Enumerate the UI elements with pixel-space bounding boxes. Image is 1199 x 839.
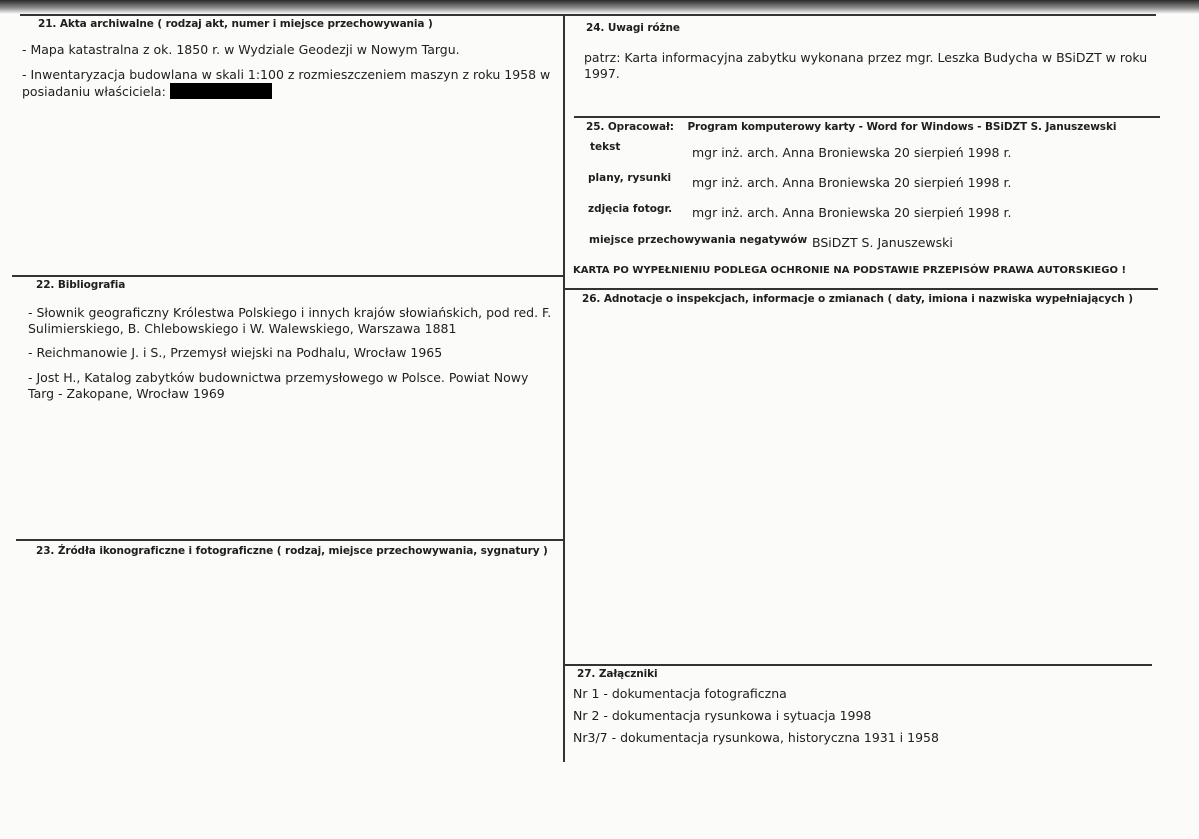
center-divider: [563, 14, 565, 762]
section-25-heading: [586, 121, 1116, 133]
archive-item-1: - Mapa katastralna z ok. 1850 r. w Wydziale Geodezji w Nowym Targu.: [22, 42, 460, 57]
row-value-photos: mgr inż. arch. Anna Broniewska 20 sierpień 1998 r.: [692, 205, 1012, 220]
copyright-note: KARTA PO WYPEŁNIENIU PODLEGA OCHRONIE NA PODSTAWIE PRZEPISÓW PRAWA AUTORSKIEGO !: [573, 265, 1127, 276]
attachment-item-1: Nr 1 - dokumentacja fotograficzna: [573, 686, 787, 701]
archive-item-2-text: - Inwentaryzacja budowlana w skali 1:100 z rozmieszczeniem maszyn z roku 1958 w posiadaniu właściciela:: [22, 67, 551, 99]
row-value-text: mgr inż. arch. Anna Broniewska 20 sierpień 1998 r.: [692, 145, 1012, 160]
negatives-value: BSiDZT S. Januszewski: [812, 235, 953, 250]
divider-26-27: [564, 664, 1152, 666]
attachment-item-3: Nr3/7 - dokumentacja rysunkowa, historyczna 1931 i 1958: [573, 730, 939, 745]
row-label-text: tekst: [590, 141, 621, 153]
divider-21-22: [12, 275, 564, 277]
section-24-heading: 24. Uwagi różne: [586, 22, 680, 34]
divider-24-25: [574, 116, 1160, 118]
section-22-heading: 22. Bibliografia: [36, 279, 126, 291]
bibliography-item-3: - Jost H., Katalog zabytków budownictwa przemysłowego w Polsce. Powiat Nowy Targ - Zakopane, Wrocław 1969: [28, 370, 529, 401]
row-value-plans: mgr inż. arch. Anna Broniewska 20 sierpień 1998 r.: [692, 175, 1012, 190]
remarks-text: patrz: Karta informacyjna zabytku wykonana przez mgr. Leszka Budycha w BSiDZT w roku 1997.: [584, 50, 1148, 81]
divider-25-26: [564, 288, 1158, 290]
archive-item-2: [22, 67, 562, 100]
page-top-edge: [0, 0, 1199, 14]
prepared-by-label: 25. Opracował:: [586, 121, 674, 133]
row-label-plans: plany, rysunki: [588, 172, 672, 184]
negatives-label: miejsce przechowywania negatywów: [589, 234, 808, 246]
bibliography-item-2: - Reichmanowie J. i S., Przemysł wiejski na Podhalu, Wrocław 1965: [28, 345, 443, 360]
section-23-heading: 23. Źródła ikonograficzne i fotograficzne ( rodzaj, miejsce przechowywania, sygnatury ): [36, 545, 548, 557]
section-26-heading: 26. Adnotacje o inspekcjach, informacje o zmianach ( daty, imiona i nazwiska wypełniających ): [582, 293, 1133, 305]
bibliography-item-1: - Słownik geograficzny Królestwa Polskiego i innych krajów słowiańskich, pod red. F. Sulimierskiego, B. Chlebowskiego i W. Walewskiego, Warszawa 1881: [28, 305, 552, 336]
attachment-item-2: Nr 2 - dokumentacja rysunkowa i sytuacja 1998: [573, 708, 872, 723]
prepared-by-program: Program komputerowy karty - Word for Windows - BSiDZT S. Januszewski: [687, 121, 1117, 133]
redaction-block: [170, 83, 272, 99]
section-27-heading: 27. Załączniki: [577, 668, 658, 680]
row-label-photos: zdjęcia fotogr.: [588, 203, 673, 215]
section-21-heading: 21. Akta archiwalne ( rodzaj akt, numer i miejsce przechowywania ): [38, 18, 433, 30]
divider-22-23: [16, 539, 564, 541]
top-rule: [20, 14, 1156, 16]
